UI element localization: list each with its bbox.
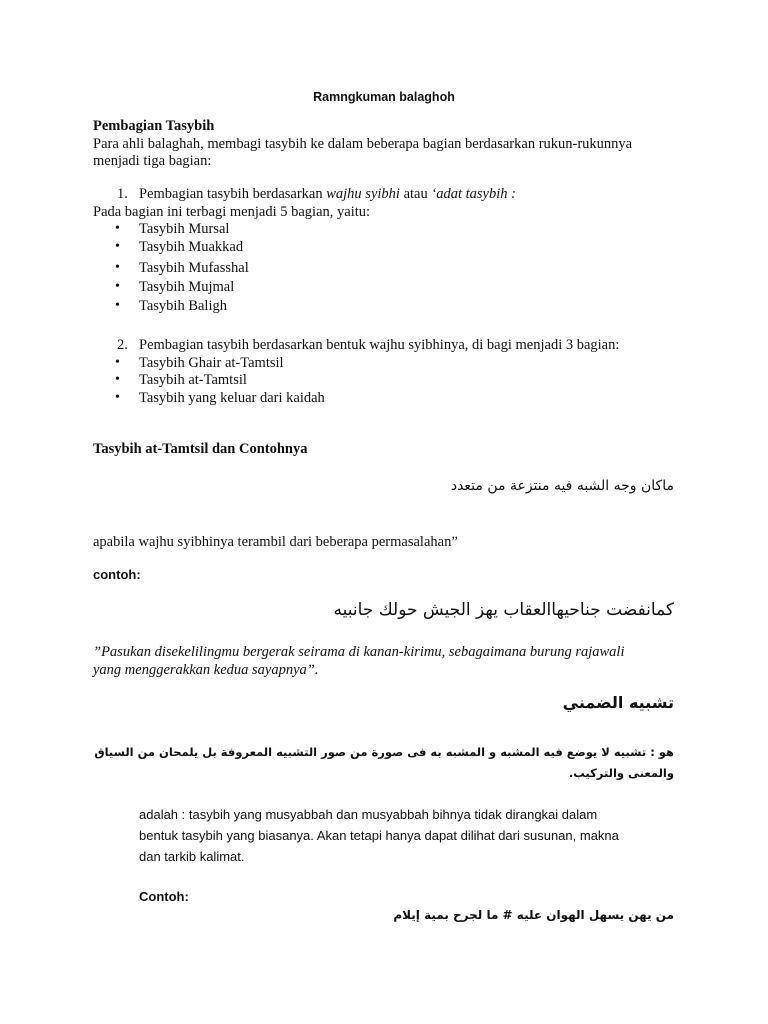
arabic-definition: هو : تشبيه لا يوضع فيه المشبه و المشبه به فى صورة من صور التشبيه المعروفة بل يلمحان من السياق [94, 745, 674, 759]
arabic-example: كمانفضت جناحيهاالعقاب يهز الجيش حولك جانبيه [333, 600, 674, 620]
bullet: • [115, 260, 120, 275]
list-item-text [139, 186, 516, 203]
contoh-label: Contoh: [139, 889, 189, 904]
bullet: • [115, 390, 120, 405]
explanation-text: bentuk tasybih yang biasanya. Akan tetapi hanya dapat dilihat dari susunan, makna [139, 828, 619, 843]
list-item: Tasybih Muakkad [139, 239, 244, 255]
text-segment: : [507, 186, 516, 202]
translation-text: yang menggerakkan kedua sayapnya”. [93, 662, 319, 678]
list-number: 1. [117, 186, 128, 202]
arabic-definition: ماكان وجه الشبه فيه منتزعة من متعدد [450, 478, 674, 494]
bullet: • [115, 372, 120, 387]
list-item: Tasybih Mufasshal [139, 260, 249, 276]
section-heading-pembagian: Pembagian Tasybih [93, 118, 215, 134]
definition-text: apabila wajhu syibhinya terambil dari beberapa permasalahan” [93, 534, 458, 550]
list-item: Tasybih Ghair at-Tamtsil [139, 355, 284, 371]
list-item: Tasybih Mursal [139, 221, 230, 237]
bullet: • [115, 239, 120, 254]
text-segment: Pembagian tasybih berdasarkan [139, 186, 327, 202]
contoh-label: contoh: [93, 567, 141, 582]
section-heading-tamtsil: Tasybih at-Tamtsil dan Contohnya [93, 441, 308, 457]
list-item: Tasybih yang keluar dari kaidah [139, 390, 325, 406]
italic-term: ‘adat tasybih [431, 186, 508, 202]
intro-text: Para ahli balaghah, membagi tasybih ke dalam beberapa bagian berdasarkan rukun-rukunnya [93, 136, 633, 152]
intro-text: menjadi tiga bagian: [93, 153, 212, 169]
explanation-text: dan tarkib kalimat. [139, 849, 245, 864]
arabic-definition: والمعنى والتركيب. [568, 766, 674, 780]
translation-text: ”Pasukan disekelilingmu bergerak seirama di kanan-kirimu, sebagaimana burung rajawali [93, 644, 625, 660]
bullet: • [115, 298, 120, 313]
arabic-example: من يهن يسهل الهوان عليه # ما لجرح بمية إيلام [393, 908, 674, 922]
text-segment: atau [399, 186, 432, 202]
bullet: • [115, 355, 120, 370]
list-item: Tasybih at-Tamtsil [139, 372, 247, 388]
list-number: 2. [117, 337, 128, 353]
explanation-text: adalah : tasybih yang musyabbah dan musyabbah bihnya tidak dirangkai dalam [139, 807, 598, 822]
list-item-text: Pembagian tasybih berdasarkan bentuk wajhu syibhinya, di bagi menjadi 3 bagian: [139, 337, 620, 353]
list-item: Tasybih Baligh [139, 298, 227, 314]
list-item: Tasybih Mujmal [139, 279, 235, 295]
bullet: • [115, 221, 120, 236]
arabic-heading: تشبيه الضمني [562, 693, 674, 712]
bullet: • [115, 279, 120, 294]
sub-intro-text: Pada bagian ini terbagi menjadi 5 bagian, yaitu: [93, 204, 371, 220]
italic-term: wajhu syibhi [326, 186, 400, 202]
page-title: Ramngkuman balaghoh [313, 90, 455, 104]
